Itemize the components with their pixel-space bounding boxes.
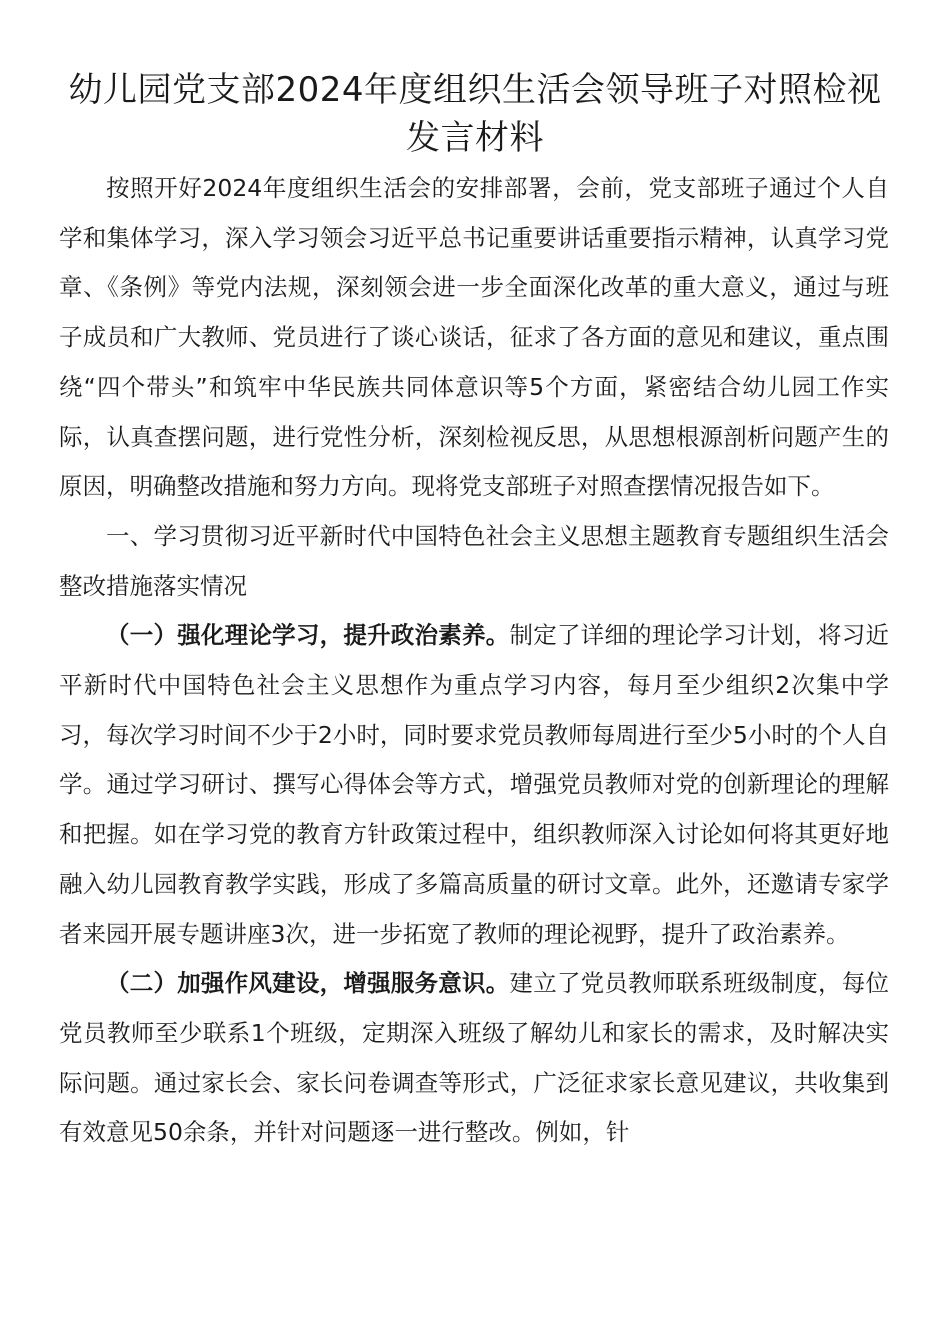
item-heading: （二）加强作风建设，增强服务意识。: [106, 969, 510, 998]
item-text: 制定了详细的理论学习计划，将习近平新时代中国特色社会主义思想作为重点学习内容，每月至少组织2次集中学习，每次学习时间不少于2小时，同时要求党员教师每周进行至少5小时的个人自学。通过学习研讨、撰写心得体会等方式，增强党员教师对党的创新理论的理解和把握。如在学习党的教育方针政策过程中，组织教师深入讨论如何将其更好地融入幼儿园教育教学实践，形成了多篇高质量的研讨文章。此外，还邀请专家学者来园开展专题讲座3次，进一步拓宽了教师的理论视野，提升了政治素养。: [59, 621, 889, 948]
item-heading: （一）强化理论学习，提升政治素养。: [106, 621, 510, 650]
item-text: 建立了党员教师联系班级制度，每位党员教师至少联系1个班级，定期深入班级了解幼儿和家长的需求，及时解决实际问题。通过家长会、家长问卷调查等形式，广泛征求家长意见建议，共收集到有效意见50余条，并针对问题逐一进行整改。例如，针: [59, 969, 889, 1147]
document-title: 幼儿园党支部2024年度组织生活会领导班子对照检视发言材料: [68, 70, 882, 158]
item-paragraph: [59, 611, 889, 959]
item-paragraph: [59, 959, 889, 1158]
document-body: [59, 164, 889, 1158]
intro-paragraph: 按照开好2024年度组织生活会的安排部署，会前，党支部班子通过个人自学和集体学习，深入学习领会习近平总书记重要讲话重要指示精神，认真学习党章、《条例》等党内法规，深刻领会进一步全面深化改革的重大意义，通过与班子成员和广大教师、党员进行了谈心谈话，征求了各方面的意见和建议，重点围绕“四个带头”和筑牢中华民族共同体意识等5个方面，紧密结合幼儿园工作实际，认真查摆问题，进行党性分析，深刻检视反思，从思想根源剖析问题产生的原因，明确整改措施和努力方向。现将党支部班子对照查摆情况报告如下。: [59, 174, 889, 501]
section-heading: 一、学习贯彻习近平新时代中国特色社会主义思想主题教育专题组织生活会整改措施落实情况: [59, 521, 889, 600]
